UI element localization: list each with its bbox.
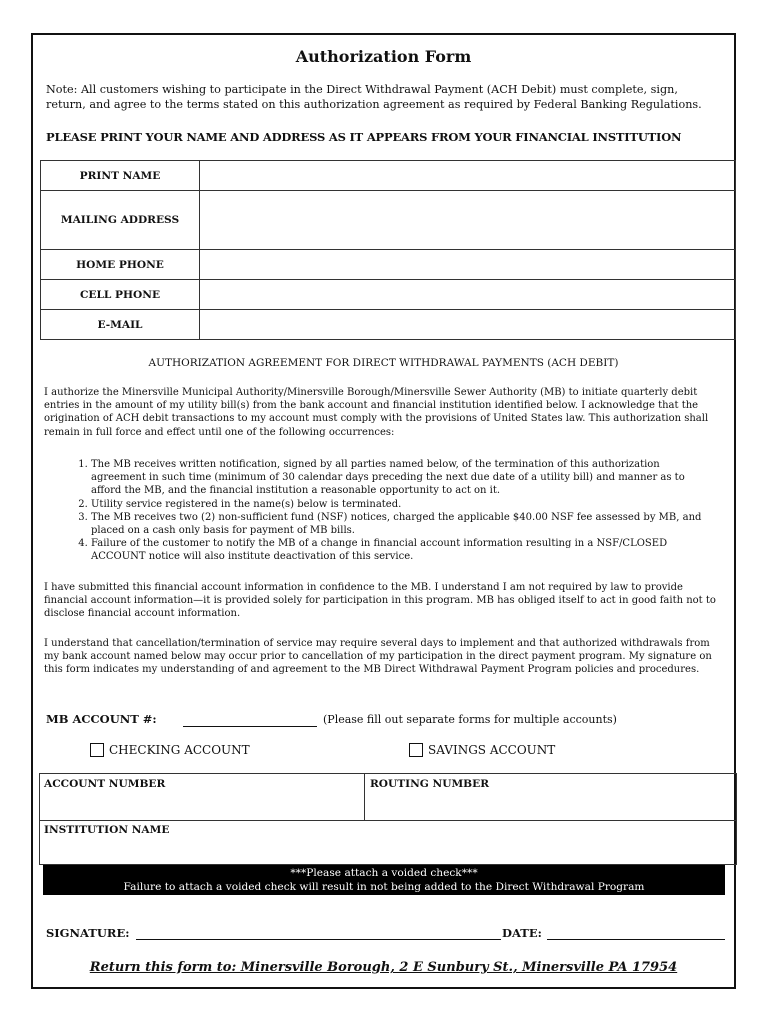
savings-label: SAVINGS ACCOUNT — [428, 743, 556, 757]
cancellation-paragraph: I understand that cancellation/termination of service may require several days to implement and that authorized withdrawals from my bank account named below may occur prior to cancellation of my participation in the direct payment program. My signature on this form indicates my understanding of and agreement to the MB Direct Withdrawal Payment Program policies and procedures. — [44, 638, 712, 676]
signature-field[interactable] — [136, 939, 501, 940]
agreement-heading: AUTHORIZATION AGREEMENT FOR DIRECT WITHDRAWAL PAYMENTS (ACH DEBIT) — [148, 357, 619, 369]
list-item: 2. Utility service registered in the name(s) below is terminated. — [91, 498, 716, 511]
mailing-address-label: MAILING ADDRESS — [41, 191, 200, 250]
return-address: Return this form to: Minersville Borough, 2 E Sunbury St., Minersville PA 17954 — [89, 960, 678, 975]
list-item: 3. The MB receives two (2) non-sufficient fund (NSF) notices, charged the applicable $40.00 NSF fee assessed by MB, and placed on a cash only basis for payment of MB bills. — [91, 511, 716, 537]
form-title: Authorization Form — [295, 47, 472, 66]
print-instruction-heading: PLEASE PRINT YOUR NAME AND ADDRESS AS IT APPEARS FROM YOUR FINANCIAL INSTITUTION — [46, 130, 682, 144]
list-item: 1. The MB receives written notification, signed by all parties named below, of the termination of this authorization agreement in such time (minimum of 30 calendar days preceding the next due date of a utility bill) and manner as to afford the MB, and the financial institution a reasonable opportunity to act on it. — [91, 458, 716, 498]
voided-check-line2: Failure to attach a voided check will result in not being added to the Direct Withdrawal Program — [123, 881, 645, 893]
note-text: Note: All customers wishing to participate in the Direct Withdrawal Payment (ACH Debit) must complete, sign, return, and agree to the terms stated on this authorization agreement as required by Federal Banking Regulations. — [46, 83, 702, 111]
account-number-label: ACCOUNT NUMBER — [44, 778, 166, 790]
home-phone-field[interactable] — [200, 250, 736, 280]
cell-phone-field[interactable] — [200, 280, 736, 310]
email-field[interactable] — [200, 310, 736, 340]
date-label: DATE: — [502, 926, 542, 940]
form-page — [31, 33, 736, 989]
bank-info-box — [39, 773, 737, 865]
table-row — [41, 161, 736, 191]
signature-label: SIGNATURE: — [46, 926, 130, 940]
voided-check-line1: ***Please attach a voided check*** — [290, 867, 478, 879]
date-field[interactable] — [547, 939, 725, 940]
home-phone-label: HOME PHONE — [41, 250, 200, 280]
table-row — [41, 250, 736, 280]
confidence-paragraph: I have submitted this financial account information in confidence to the MB. I understand I am not required by law to provide financial account information—it is provided solely for participation in this program. MB has obliged itself to act in good faith not to disclose financial account information. — [44, 582, 716, 620]
voided-check-banner — [43, 865, 725, 895]
bank-row-divider — [364, 774, 365, 820]
mb-account-label: MB ACCOUNT #: — [46, 712, 157, 726]
print-name-field[interactable] — [200, 161, 736, 191]
table-row — [41, 310, 736, 340]
table-row — [41, 280, 736, 310]
authorization-paragraph: I authorize the Minersville Municipal Authority/Minersville Borough/Minersville Sewer Authority (MB) to initiate quarterly debit entries in the amount of my utility bill(s) from the bank account and financial institution identified below. I acknowledge that the origination of ACH debit transactions to my account must comply with the provisions of United States law. This authorization shall remain in full force and effect until one of the following occurrences: — [44, 387, 709, 438]
list-item: 4. Failure of the customer to notify the MB of a change in financial account information resulting in a NSF/CLOSED ACCOUNT notice will also institute deactivation of this service. — [91, 537, 716, 563]
routing-number-label: ROUTING NUMBER — [370, 778, 490, 790]
mb-account-note: (Please fill out separate forms for multiple accounts) — [323, 713, 617, 726]
mb-account-field[interactable] — [183, 726, 317, 727]
mailing-address-field[interactable] — [200, 191, 736, 250]
table-row — [41, 191, 736, 250]
print-name-label: PRINT NAME — [41, 161, 200, 191]
checking-label: CHECKING ACCOUNT — [109, 743, 250, 757]
checking-checkbox[interactable] — [90, 743, 104, 757]
customer-info-table — [40, 160, 736, 340]
email-label: E-MAIL — [41, 310, 200, 340]
savings-checkbox[interactable] — [409, 743, 423, 757]
institution-name-label: INSTITUTION NAME — [44, 824, 170, 836]
checking-account-option[interactable] — [90, 743, 250, 757]
occurrences-list — [47, 458, 716, 564]
savings-account-option[interactable] — [409, 743, 555, 757]
cell-phone-label: CELL PHONE — [41, 280, 200, 310]
